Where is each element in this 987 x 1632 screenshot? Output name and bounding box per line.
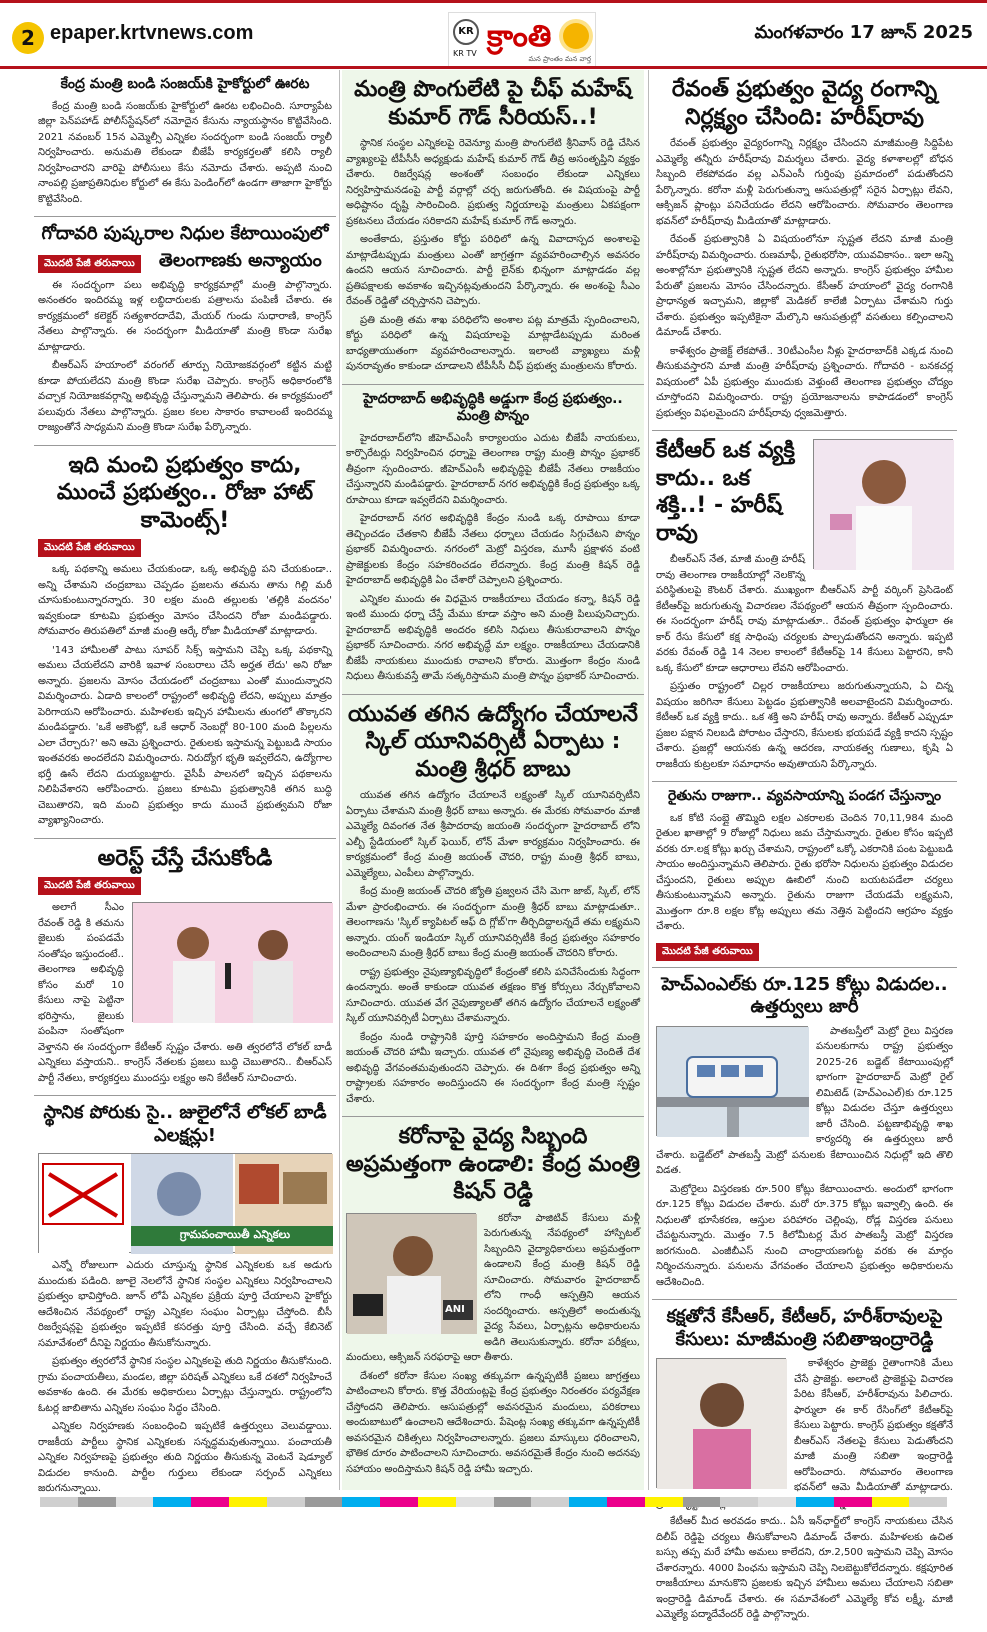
harish-rao-photo [813,439,953,569]
election-photo-banner: గ్రామపంచాయితీ ఎన్నికలు [179,1228,291,1241]
sabitha-photo [656,1358,786,1488]
headline: రేవంత్ ప్రభుత్వం వైద్య రంగాన్ని నిర్లక్ష్యం చేసింది: హరీష్‌రావు [671,77,938,130]
article-local-body-elections[interactable] [34,1096,336,1506]
headline: ఇది మంచి ప్రభుత్వం కాదు, ముంచే ప్రభుత్వం.. రోజా హాట్ కామెంట్స్! [56,452,314,533]
article-body: కేంద్ర మంత్రి బండి సంజయ్‌కు హైకోర్టులో ఊరట లభించింది. సూర్యాపేట జిల్లా పెన్‌పహాడ్ పోలీస్‌స్టేషన్‌లో నమోదైన కేసును న్యాయస్థానం కొట్టివేసింది. 2021 నవంబర్ 15న ఎమ్మెల్సీ ఎన్నికల సందర్భంగా బండి సంజయ్ ర్యాలీ నిర్వహించారు. అనుమతి లేకుండా బీజేపీ కార్యకర్తలతో కలిసి ర్యాలీ నిర్వహించారని వారిపై పోలీసులు కేసు నమోదు చేశారు. అప్పటి నుంచి నాంపల్లి ప్రజాప్రతినిధుల కోర్టులో ఈ కేసు పెండింగ్‌లో ఉండగా తాజాగా హైకోర్టు కొట్టివేసింది. [38,100,332,205]
article-body: బీఆర్ఎస్ నేత, మాజీ మంత్రి హరీష్ రావు తెలంగాణ రాజకీయాల్లో నెలకొన్న పరిస్థితులపై కౌంటర్ చేశారు. ముఖ్యంగా బీఆర్ఎస్ పార్టీ వర్కింగ్ ప్రెసిడెంట్ కేటీఆర్‌పై జరుగుతున్న విచారణల నేపథ్యంలో ఆయన తీవ్రంగా స్పందించారు. ఈ సందర్భంగా హరీష్ రావు మాట్లాడుతూ.. రేవంత్ ప్రభుత్వం ఫార్ములా ఈ కార్ రేసు కేసులో కక్ష సాధింపు చర్యలకు పాల్పడుతోందని అన్నారు. ఇప్పటి వరకు రేవంత్ రెడ్డి 14 నెలల కాలంలో కేటీఆర్‌పై 14 కేసులు పెట్టారని, కానీ ఒక్క కేసులో కూడా ఆధారాలు లేవని ఆరోపించారు. ప్రస్తుతం రాష్ట్రంలో చిల్లర రాజకీయాలు జరుగుతున్నాయని, ఏ చిన్న విషయం జరిగినా కేసులు పెట్టడం ప్రభుత్వానికి అలవాటైందని విమర్శించారు. కేటీఆర్ ఒక వ్యక్తి కాదు.. ఒక శక్తి అని హరీష్ రావు అన్నారు. కేటీఆర్ ఎప్పుడూ ప్రజల పక్షాన నిలబడి పోరాటం చేస్తారని, కేసులకు భయపడే వ్యక్తి కాదని స్పష్టం చేశారు. ప్రజల్లో ఆయనకు ఉన్న ఆదరణ, నాయకత్వ గుణాలు, కృషి ఏ రాజకీయ కుట్రలకూ సమాధానం అవుతాయని పేర్కొన్నారు. [656,554,953,770]
masthead-header [0,0,987,78]
top-rule [0,0,987,3]
page-number-badge: 2 [12,22,44,54]
article-body: ఎన్నో రోజులుగా ఎదురు చూస్తున్న స్థానిక ఎన్నికలకు ఒక అడుగు ముందుకు పడింది. జూలై నెలలోనే స్థానిక సంస్థల ఎన్నికలు నిర్వహించాలని ప్రభుత్వం భావిస్తోంది. జూన్ లోపే ఎన్నికల ప్రక్రియ పూర్తి చేయాలని హైకోర్టు ఆదేశించిన నేపథ్యంలో రాష్ట్ర ఎన్నికల సంఘం ఏర్పాట్లు చేస్తోంది. బీసీ రిజర్వేషన్లపై ప్రభుత్వం ఇప్పటికే కసరత్తు పూర్తి చేసింది. వచ్చే కేబినెట్ సమావేశంలో దీనిపై నిర్ణయం తీసుకోనున్నారు. ప్రభుత్వం త్వరలోనే స్థానిక సంస్థల ఎన్నికలపై తుది నిర్ణయం తీసుకోనుంది. గ్రామ పంచాయతీలు, మండల, జిల్లా పరిషత్ ఎన్నికలు ఒకే దశలో నిర్వహించే అవకాశం ఉంది. ఈ మేరకు అధికారులు ఏర్పాట్లు చేస్తున్నారు. రాష్ట్రంలోని ఓటర్ల జాబితాను ఎన్నికల సంఘం సిద్ధం చేసింది. ఎన్నికల నిర్వహణకు సంబంధించి ఇప్పటికే ఉత్తర్వులు వెలువడ్డాయి. రాజకీయ పార్టీలు స్థానిక ఎన్నికలకు సన్నద్ధమవుతున్నాయి. పంచాయతీ ఎన్నికల నిర్వహణపై ప్రభుత్వం తుది నిర్ణయం తీసుకున్న వెంటనే షెడ్యూల్ విడుదల కానుంది. పార్టీల గుర్తులు లేకుండా సర్పంచ్ ఎన్నికలు జరుగనున్నాయి. [38,1260,332,1494]
headline: హైదరాబాద్ అభివృద్ధికి అడ్డుగా కేంద్ర ప్రభుత్వం.. [363,390,623,407]
continued-tag: మొదటి పేజీ తరువాయి [38,539,141,557]
right-column [652,70,957,1620]
column-divider [648,70,649,1490]
site-url[interactable]: epaper.krtvnews.com [50,22,254,44]
headline: యువత తగిన ఉద్యోగం చేయాలనే స్కిల్ యూనివర్సిటీ ఏర్పాటు : మంత్రి శ్రీధర్ బాబు [348,701,638,782]
headline: హెచ్ఎంఎల్‌కు రూ.125 కోట్లు విడుదల.. ఉత్తర్వులు జారీ [661,973,948,1017]
article-sabitha-indra-reddy[interactable] [652,1300,957,1632]
article-body: రేవంత్ ప్రభుత్వం వైద్యరంగాన్ని నిర్లక్ష్యం చేసిందని మాజీమంత్రి సిద్దిపేట ఎమ్మెల్యే తన్నీరు హరీష్‌రావు విమర్శలు చేశారు. వైద్య కళాశాలల్లో బోధన సిబ్బంది లేకపోవడం వల్ల ఎన్ఎంసీ గుర్తింపు ప్రమాదంలో పడుతోందని పేర్కొన్నారు. కరోనా మళ్లీ పెరుగుతున్నా ఆసుపత్రుల్లో సరైన ఏర్పాట్లు లేవని, ఆక్సిజన్ ప్లాంట్లు పనిచేయడం లేదని ఆరోపించారు. సోమవారం తెలంగాణ భవన్‌లో హరీష్‌రావు మీడియాతో మాట్లాడారు. రేవంత్ ప్రభుత్వానికి ఏ విషయంలోనూ స్పష్టత లేదని మాజీ మంత్రి హరీష్‌రావు విమర్శించారు. రుణమాఫీ, రైతుభరోసా, యువవికాసం.. ఇలా అన్ని అంశాల్లోనూ ప్రభుత్వానికి స్పష్టత లేదని అన్నారు. కాంగ్రెస్ ప్రభుత్వం హామీల పేరుతో ప్రజలను మోసం చేసిందన్నారు. కేసీఆర్ హయాంలో వైద్య రంగానికి ప్రాధాన్యత ఇచ్చామని, జిల్లాకో మెడికల్ కాలేజీ ఏర్పాటు చేశామని గుర్తు చేశారు. ప్రభుత్వం ఇప్పటికైనా మేల్కొని ఆసుపత్రుల్లో వసతులు కల్పించాలని డిమాండ్ చేశారు. కాళేశ్వరం ప్రాజెక్ట్ లేకపోతే.. 30టీఎంసీల నీళ్లు హైదరాబాద్‌కి ఎక్కడ నుంచి తీసుకువస్తారని మాజీ మంత్రి హరీష్‌రావు ప్రశ్నించారు. గోదావరి - బనకచర్ల విషయంలో ఏపీ ప్రభుత్వం ముందుకు వెళ్తుంటే తెలంగాణ ప్రభుత్వం చోద్యం చూస్తోందని విమర్శించారు. రాష్ట్ర ప్రయోజనాలను కాపాడడంలో కాంగ్రెస్ ప్రభుత్వం విఫలమైందని హరీష్‌రావు ధ్వజమెత్తారు. [656,138,953,419]
continued-tag: మొదటి పేజీ తరువాయి [38,255,141,273]
sun-icon [563,23,589,49]
headline: కేటీఆర్ ఒక వ్యక్తి కాదు.. ఒక శక్తి..! - హరీష్ రావు [656,438,795,546]
kishan-reddy-photo [346,1213,476,1333]
article-harish-rao-health[interactable] [652,70,957,431]
headline: కక్షతోనే కేసీఆర్, కేటీఆర్, హరీశ్‌రావులపై కేసులు: మాజీమంత్రి సబితాఇంద్రారెడ్డి [666,1306,943,1350]
article-arrest-ktr[interactable] [34,839,336,1097]
headline-line2: మంత్రి పొన్నం [456,408,530,424]
article-body: ఒక కోటి సంబ్లై తొమ్మిది లక్షల ఎకరాలకు చెందిన 70,11,984 మంది రైతుల ఖాతాల్లో 9 రోజుల్లో నిధులు జమ చేస్తామన్నారు. రైతుల కోసం ఇప్పటి వరకు రూ.లక్ష కోట్లు ఖర్చు చేశామని, రాష్ట్రంలో ఒక్కో ఎకరానికి పంట పెట్టుబడి సాయం అందిస్తున్నామని తెలిపారు. రైతు భరోసా నిధులను ప్రభుత్వం విడుదల చేస్తుందని, రైతులు అప్పుల ఊబిలో నుంచి బయటపడేలా చర్యలు తీసుకుంటున్నామని అన్నారు. రైతును రాజుగా చేయడమే లక్ష్యమని, మొత్తంగా రూ.8 లక్షల కోట్ల అప్పులు తమ నెత్తిన పెట్టిందని ఆగ్రహం వ్యక్తం చేశారు. [656,812,953,932]
article-ponnam[interactable] [342,385,644,695]
kishan-reddy-illustration [347,1214,477,1334]
article-body: ANI కరోనా పాజిటివ్ కేసులు మళ్లీ పెరుగుతున్న నేపథ్యంలో హాస్పిటల్ సిబ్బందిని వైద్యాధికారులు అప్రమత్తంగా ఉండాలని కేంద్ర మంత్రి కిషన్ రెడ్డి సూచించారు. సోమవారం హైదరాబాద్ లోని గాంధీ ఆస్పత్రిని ఆయన సందర్శించారు. ఆస్పత్రిలో అందుతున్న వైద్య సేవలు, ఏర్పాట్లను అధికారులను అడిగి తెలుసుకున్నారు. కరోనా పరీక్షలు, మందులు, ఆక్సిజన్ సరఫరాపై ఆరా తీశారు. దేశంలో కరోనా కేసుల సంఖ్య తక్కువగా ఉన్నప్పటికీ ప్రజలు జాగ్రత్తలు పాటించాలని కోరారు. కొత్త వేరియంట్లపై కేంద్ర ప్రభుత్వం నిరంతరం పర్యవేక్షణ చేస్తోందని తెలిపారు. ఆసుపత్రుల్లో అవసరమైన మందులు, పరికరాలు అందుబాటులో ఉంచాలని ఆదేశించారు. పేషెంట్ల సంఖ్య తక్కువగా ఉన్నప్పటికీ అవసరమైన చికిత్సలు నిర్వహించాలన్నారు. ప్రజలు మాస్కులు ధరించాలని, భౌతిక దూరం పాటించాలని సూచించారు. అవసరమైతే కేంద్రం నుంచి అదనపు సహాయం అందిస్తామని కిషన్ రెడ్డి హామీ ఇచ్చారు. [346,1212,640,1475]
harish-rao-illustration [814,440,954,570]
article-body: ఈ సందర్భంగా పలు అభివృద్ధి కార్యక్రమాల్లో మంత్రి పాల్గొన్నారు. అనంతరం ఇందిరమ్మ ఇళ్ల లబ్ధిదారులకు పత్రాలను పంపిణీ చేశారు. ఈ కార్యక్రమంలో కలెక్టర్ సత్యశారదాదేవి, మేయర్ గుండు సుధారాణి, కాంగ్రెస్ నేతలు పాల్గొన్నారు. ఈ సందర్భంగా మీడియాతో మంత్రి కొండా సురేఖ మాట్లాడారు. బీఆర్ఎస్ హయాంలో వరంగల్ తూర్పు నియోజకవర్గంలో కట్టిన మట్టి కూడా పోయలేదని మంత్రి కొండా సురేఖ చెప్పారు. కాంగ్రెస్ అధికారంలోకి వచ్చాక నియోజకవర్గాన్ని అభివృద్ధి చేస్తున్నామని తెలిపారు. ఈ కార్యక్రమంలో పలువురు నేతలు పాల్గొన్నారు. ప్రజల కలల సాకారం కావాలంటే ఇందిరమ్మ రాజ్యంతోనే సాధ్యమని మంత్రి కొండా సురేఖ పేర్కొన్నారు. [38,279,332,433]
article-ktr-shakti[interactable] [652,431,957,782]
article-body: అలాగే సీఎం రేవంత్ రెడ్డి కి తమను జైలుకు పంపడమే సంతోషం ఇస్తుందంటే.. తెలంగాణ అభివృద్ధి కోసం మరో 10 కేసులు నాపై పెట్టినా భరిస్తాను, జైలుకు పంపినా సంతోషంగా వెళ్తానని ఈ సందర్భంగా కేటీఆర్ స్పష్టం చేశారు. అతి త్వరలోనే లోకల్ బాడీ ఎన్నికలు వస్తాయని.. కాంగ్రెస్ నేతలకు ప్రజలు బుద్ధి చెబుతారని.. బీఆర్ఎస్ పార్టీ నేతలు, కార్యకర్తలు ముందస్తు లక్ష్యం అని కేటీఆర్ సూచించారు. [38,902,332,1084]
krtv-logo: KR [453,19,479,45]
newspaper-masthead [448,12,596,68]
masthead-title: క్రాంతి [487,19,552,54]
article-skill-university[interactable] [342,695,644,1118]
continued-tag: మొదటి పేజీ తరువాయి [656,943,759,961]
left-column [34,70,336,1494]
article-godavari-pushkaralu[interactable] [34,217,336,446]
print-color-bar [40,1497,947,1507]
article-hml-funds[interactable] [652,968,957,1301]
headline-line2: తెలంగాణకు అన్యాయం [158,249,322,271]
headline: గోదావరి పుష్కరాల నిధుల కేటాయింపులో [41,223,329,244]
headline: మంత్రి పొంగులేటి పై చీఫ్ మహేష్ కుమార్ గౌడ్ సీరియస్..! [354,77,632,130]
headline: స్థానిక పోరుకు సై.. జులైలోనే లోకల్ బాడీ ఎలక్షన్లు! [43,1102,327,1146]
headline: రైతును రాజుగా.. వ్యవసాయాన్ని పండగ చేస్తున్నాం [667,788,942,804]
ani-mic-label: ANI [445,1303,465,1315]
masthead-tagline: మన ప్రాంతం మన వార్త [528,55,591,63]
headline: అరెస్ట్ చేస్తే చేసుకోండి [97,845,273,871]
headline: కరోనాపై వైద్య సిబ్బంది అప్రమత్తంగా ఉండాలి: కేంద్ర మంత్రి కిషన్ రెడ్డి [346,1124,640,1204]
issue-date: మంగళవారం 17 జూన్ 2025 [754,22,973,43]
article-body: ఒక్క పథకాన్ని అమలు చేయకుండా, ఒక్క అభివృద్ధి పని చేయకుండా.. అన్ని చేశామని చంద్రబాబు చెప్పడం ప్రజలను తమను తాను గిల్లి మరీ చూసుకుంటున్నారన్నారు. 30 లక్షల మంది తల్లులకు 'తల్లికి వందనం' ఇవ్వకుండా కూటమి ప్రభుత్వం మోసం చేసిందని రోజా మండిపడ్డారు. సోమవారం తిరుపతిలో మాజీ మంత్రి ఆర్కే రోజా మీడియాతో మాట్లాడారు. '143 హామీలతో పాటు సూపర్ సిక్స్ ఇస్తామని చెప్పి ఒక్క పథకాన్ని అమలు చేయలేదని వారికి ఇవాళ సంబరాలు చేసే అర్హత లేదు' అని రోజా అన్నారు. ప్రజలను మోసం చేయడంలో చంద్రబాబు ఎంతో ముందున్నారని విమర్శించారు. ఏడాది కాలంలో రాష్ట్రంలో అభివృద్ధి లేదని, అప్పులు మాత్రం పెరిగాయని ఆరోపించారు. మహిళలకు ఇచ్చిన హామీలను తుంగలో తొక్కారని మండిపడ్డారు. 'ఒకే అకౌంట్లో, ఒకే ఆధార్ నెంబర్లో 80-100 మంది పిల్లలను ఎలా చేర్చారు?' అని ఆమె ప్రశ్నించారు. రైతులకు ఇస్తామన్న పెట్టుబడి సాయం ఇంతవరకు అందలేదని విమర్శించారు. నిరుద్యోగ భృతి ఇవ్వలేదని, ఉద్యోగాల భర్తీ ఊసే లేదని దుయ్యబట్టారు. వైసీపీ పాలనలో ఇచ్చిన పథకాలను నిలిపివేశారని ఆరోపించారు. ప్రజలు కూటమి ప్రభుత్వానికి తగిన బుద్ధి చెబుతారని, ఇది మంచి ప్రభుత్వం కాదు ముంచే ప్రభుత్వమని రోజా వ్యాఖ్యానించారు. [38,564,332,826]
article-ponguleti[interactable] [342,70,644,385]
article-body: కాళేశ్వరం ప్రాజెక్టు రైతాంగానికి మేలు చేసే ప్రాజెక్టు. అలాంటి ప్రాజెక్టుపై విచారణ పేరిట కేసీఆర్, హరీశ్‌రావును పిలిచారు. ఫార్ములా ఈ కార్ రేసింగ్‌లో కేటీఆర్‌పై కేసులు పెట్టారు. కాంగ్రెస్ ప్రభుత్వం కక్షతోనే బీఆర్ఎస్ నేతలపై కేసులు పెడుతోందని మాజీ మంత్రి సబితా ఇంద్రారెడ్డి ఆరోపించారు. సోమవారం తెలంగాణ భవన్‌లో ఆమె మీడియాతో మాట్లాడారు. కేటీఆర్ మీద అరవడం కాదు.. ఏసీ ఇన్‌ఛార్జ్‌లో కాంగ్రెస్ నాయకులు చేసిన దిలీప్ రెడ్డిపై చర్యలు తీసుకోవాలని డిమాండ్ చేశారు. మహిళలకు ఉచిత బస్సు తప్ప మరే హామీ అమలు కాలేదని, రూ.2,500 ఇస్తామని చెప్పి మోసం చేశారన్నారు. 4000 పింఛను ఇస్తామని చెప్పి నిలబెట్టుకోలేదన్నారు. కక్షపూరిత రాజకీయాలు మానుకొని ప్రజలకు ఇచ్చిన హామీలు అమలు చేయాలని సబితా ఇంద్రారెడ్డి డిమాండ్ చేశారు. ఈ సమావేశంలో ఎమ్మెల్యే కోవ లక్ష్మీ, మాజీ ఎమ్మెల్యే పద్మాదేవేందర్ రెడ్డి పాల్గొన్నారు. [656,1358,953,1620]
election-photo [38,1153,332,1253]
article-bandi-sanjay[interactable] [34,70,336,217]
header-bottom-rule [0,66,987,69]
article-body: పాతబస్తీలో మెట్రో రైలు విస్తరణ పనులకుగాను రాష్ట్ర ప్రభుత్వం 2025-26 బడ్జెట్ కేటాయింపుల్లో భాగంగా హైదరాబాద్ మెట్రో రైల్ లిమిటెడ్ (హెచ్ఎంఎల్)కు రూ.125 కోట్లు విడుదల చేస్తూ ఉత్తర్వులు జారీ చేసింది. పట్టణాభివృద్ధి శాఖ కార్యదర్శి ఈ ఉత్తర్వులు జారీ చేశారు. బడ్జెట్‌లో పాతబస్తీ మెట్రో పనులకు కేటాయించిన నిధుల్లో ఇది తొలి విడత. మెట్రోరైలు విస్తరణకు రూ.500 కోట్లు కేటాయించారు. అందులో భాగంగా రూ.125 కోట్లు విడుదల చేశారు. మరో రూ.375 కోట్లు ఇవ్వాల్సి ఉంది. ఈ నిధులతో భూసేకరణ, ఆస్తుల పరిహారం చెల్లింపు, రోడ్ల విస్తరణ పనులు చేపట్టనున్నారు. మొత్తం 7.5 కిలోమీటర్ల మేర పాతబస్తీ మెట్రో విస్తరణ జరగనుంది. ఎంజీబీఎస్ నుంచి చాంద్రాయణగుట్ట వరకు ఈ మార్గం నిర్మించనున్నారు. పనులను వేగవంతం చేయాలని ప్రభుత్వం అధికారులను ఆదేశించింది. [656,1025,953,1288]
sabitha-illustration [657,1359,787,1489]
article-body: స్థానిక సంస్థల ఎన్నికలపై రెవెన్యూ మంత్రి పొంగులేటి శ్రీనివాస్ రెడ్డి చేసిన వ్యాఖ్యలపై టీపీసీసీ అధ్యక్షుడు మహేష్ కుమార్ గౌడ్ తీవ్ర అసంతృప్తిని వ్యక్తం చేశారు. రిజర్వేషన్ల అంశంతో సంబంధం లేకుండా ఎన్నికలు నిర్వహిస్తామనడంపై పార్టీ వర్గాల్లో చర్చ జరుగుతోంది. ఈ విషయంపై పార్టీ అధిష్టానం దృష్టి సారించింది. ప్రభుత్వ నిర్ణయాలపై మంత్రులు ఏకపక్షంగా ప్రకటనలు చేయడం సరికాదని మహేష్ కుమార్ గౌడ్ అన్నారు. అంతేకాదు, ప్రస్తుతం కోర్టు పరిధిలో ఉన్న వివాదాస్పద అంశాలపై మాట్లాడేటప్పుడు మంత్రులు ఎంతో జాగ్రత్తగా వ్యవహరించాల్సిన అవసరం ఉందని ఆయన సూచించారు. పార్టీ లైన్‌కు భిన్నంగా మాట్లాడడం వల్ల ప్రతిపక్షాలకు అవకాశం ఇచ్చినట్లవుతుందని పేర్కొన్నారు. ఈ అంశంపై సీఎం రేవంత్ రెడ్డితో చర్చిస్తానని చెప్పారు. ప్రతి మంత్రి తమ శాఖ పరిధిలోని అంశాల పట్ల మాత్రమే స్పందించాలని, కోర్టు పరిధిలో ఉన్న విషయాలపై మాట్లాడేటప్పుడు మరింత బాధ్యతాయుతంగా వ్యవహరించాలన్నారు. ఇలాంటి వ్యాఖ్యలు మళ్లీ పునరావృతం కాకుండా చూడాలని టీపీసీసీ చీఫ్ ప్రభుత్వ మంత్రులను కోరారు. [346,138,640,372]
article-kishan-reddy-corona[interactable] [342,1117,644,1486]
article-farmers-kings[interactable] [652,782,957,968]
ktr-photo-illustration [133,903,333,1023]
headline: కేంద్ర మంత్రి బండి సంజయ్‌కి హైకోర్టులో ఊరట [60,76,310,92]
metro-train-photo [656,1026,808,1136]
article-body: హైదరాబాద్‌లోని జీహెచ్ఎంసీ కార్యాలయం ఎదుట బీజేపీ నాయకులు, కార్పొరేటర్లు నిర్వహించిన ధర్నాపై తెలంగాణ రాష్ట్ర మంత్రి పొన్నం ప్రభాకర్ తీవ్రంగా స్పందించారు. జీహెచ్ఎంసీ అభివృద్ధిపై బీజేపీ నేతలు రాజకీయం చేస్తున్నారని మండిపడ్డారు. హైదరాబాద్ నగర అభివృద్ధికి కేంద్ర ప్రభుత్వం ఒక్క రూపాయి కూడా ఇవ్వలేదని విమర్శించారు. హైదరాబాద్ నగర అభివృద్ధికి కేంద్రం నుండి ఒక్క రూపాయి కూడా తెచ్చించడం చేతకాని బీజేపీ నేతలు ధర్నాలు చేయడం సిగ్గుచేటని పొన్నం ప్రభాకర్ విమర్శించారు. నగరంలో మెట్రో విస్తరణ, మూసీ ప్రక్షాళన వంటి ప్రాజెక్టులకు కేంద్రం సహకరించడం లేదన్నారు. కేంద్ర మంత్రి కిషన్ రెడ్డి హైదరాబాద్ అభివృద్ధికి ఏం చేశారో చెప్పాలని ప్రశ్నించారు. ఎన్నికల ముందు ఈ విధమైన రాజకీయాలు చేయడం కన్నా, కిషన్ రెడ్డి ఇంటి ముందు ధర్నా చేస్తే మేము కూడా వస్తాం అని మంత్రి పిలుపునిచ్చారు. హైదరాబాద్ అభివృద్ధికి అందరం కలిసి నిధులు తీసుకురావాలని పొన్నం ప్రభాకర్ సూచించారు. నగర అభివృద్ధే మా లక్ష్యం. రాజకీయాలు చేయడానికి బీజేపీ నాయకులు ముందుకు రావాలని కోరారు. మొత్తంగా కేంద్రం నుండి నిధులు తీసుకువస్తే తామే సత్కరిస్తామని మంత్రి పొన్నం ప్రభాకర్ సూచించారు. [346,432,640,682]
column-divider [339,70,340,1490]
krtv-logo-sub: KR TV [453,49,477,58]
article-roja-comments[interactable] [34,446,336,839]
center-column [342,70,644,1490]
ktr-photo [132,902,332,1022]
article-body: యువత తగిన ఉద్యోగం చేయాలనే లక్ష్యంతో స్కిల్ యూనివర్సిటీని ఏర్పాటు చేశామని మంత్రి శ్రీధర్ బాబు అన్నారు. ఈ మేరకు సోమవారం మాజీ ఎమ్మెల్యే దివంగత నేత శ్రీపాదరావు జయంతి సందర్భంగా హైదరాబాద్ లోని ఎల్బీ స్టేడియంలో స్కిల్ ఫెయిర్, లోన్ మేళా కార్యక్రమం నిర్వహించారు. ఈ కార్యక్రమంలో కేంద్ర మంత్రి జయంత్ చౌదరి, రాష్ట్ర మంత్రి శ్రీధర్ బాబు, ఎమ్మెల్యేలు, ఎంపీలు పాల్గొన్నారు. కేంద్ర మంత్రి జయంత్ చౌదరి జ్యోతి ప్రజ్వలన చేసి మెగా జాబ్, స్కిల్, లోన్ మేళా ప్రారంభించారు. ఈ సందర్భంగా మంత్రి శ్రీధర్ బాబు మాట్లాడుతూ.. తెలంగాణను 'స్కిల్ క్యాపిటల్ ఆఫ్ ది గ్లోబ్'గా తీర్చిదిద్దాలన్నదే తమ లక్ష్యమని అన్నారు. యంగ్ ఇండియా స్కిల్ యూనివర్సిటీకి కేంద్ర ప్రభుత్వం సహకారం అందించాలని మంత్రి శ్రీధర్ బాబు కేంద్ర మంత్రి జయంత్ చౌదరిని కోరారు. రాష్ట్ర ప్రభుత్వం నైపుణ్యాభివృద్ధిలో కేంద్రంతో కలిసి పనిచేసేందుకు సిద్ధంగా ఉందన్నారు. అంతే కాకుండా యువత తక్షణం కొత్త కోర్సులు నేర్చుకోవాలని సూచించారు. యువత వేగ నైపుణ్యాలతో తగిన ఉద్యోగం చేయాలనే లక్ష్యంతో స్కిల్ యూనివర్సిటీ ఏర్పాటు చేశామన్నారు. కేంద్రం నుండి రాష్ట్రానికి పూర్తి సహకారం అందిస్తామని కేంద్ర మంత్రి జయంత్ చౌదరి హామీ ఇచ్చారు. యువత లో నైపుణ్య అభివృద్ధి చెందితే దేశ అభివృద్ధి వేగవంతమవుతుందని చెప్పారు. ఈ దిశగా కేంద్ర ప్రభుత్వం అన్ని రాష్ట్రాలకు సహకారం అందిస్తుందని ఈ సందర్భంగా కేంద్ర మంత్రి స్పష్టం చేశారు. [346,790,640,1105]
metro-train-illustration [657,1027,809,1137]
continued-tag: మొదటి పేజీ తరువాయి [38,877,141,895]
